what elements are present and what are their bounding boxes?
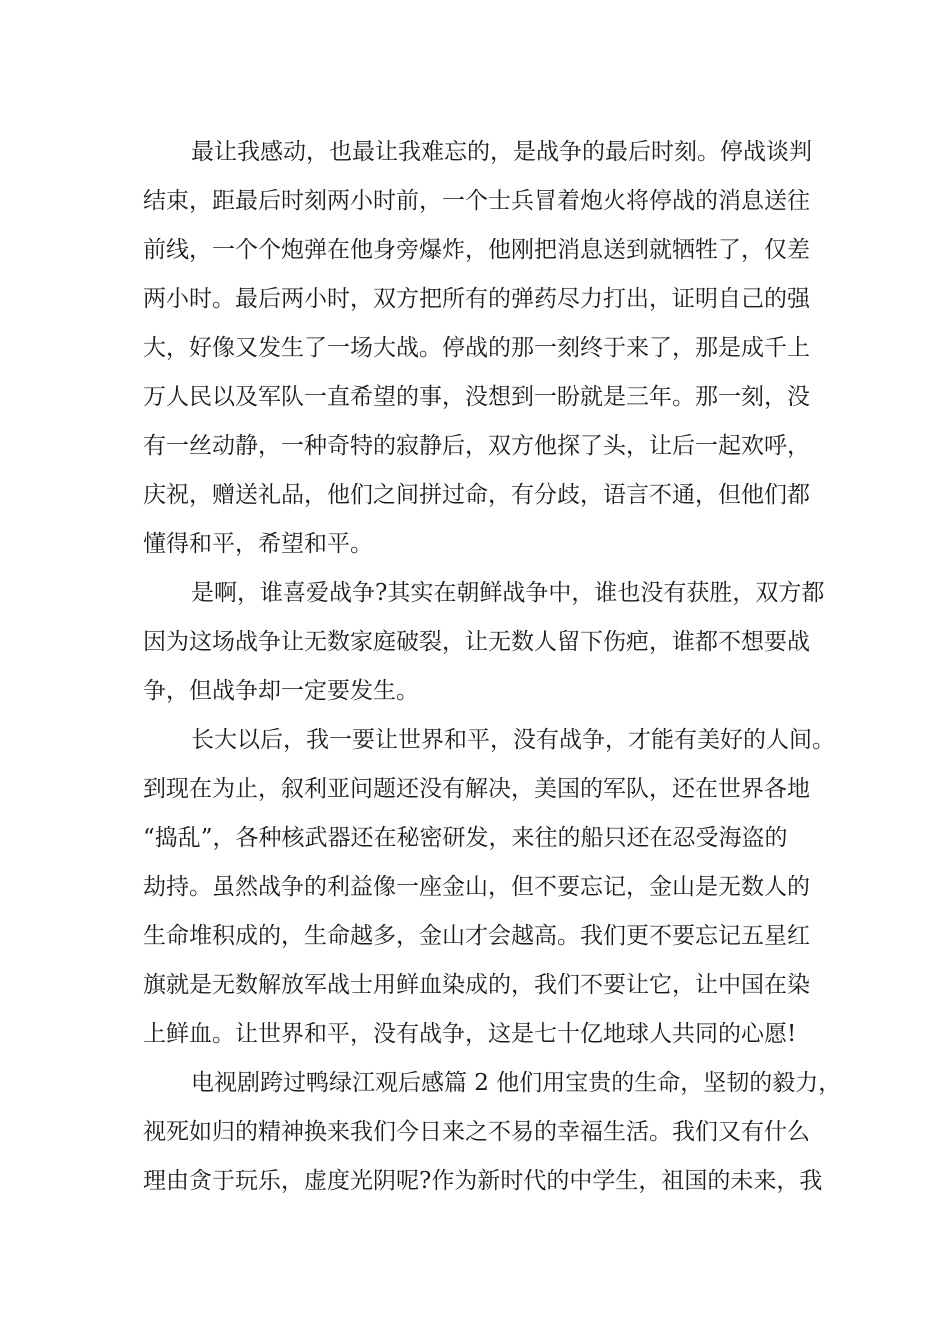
paragraph-4-line-3: 理由贪于玩乐，虚度光阴呢?作为新时代的中学生，祖国的未来，我	[143, 1168, 823, 1194]
paragraph-3-line-3: “捣乱”，各种核武器还在秘密研发，来往的船只还在忍受海盗的	[143, 825, 788, 851]
paragraph-3-line-1: 长大以后，我一要让世界和平，没有战争，才能有美好的人间。	[191, 727, 835, 753]
paragraph-1-line-1: 最让我感动，也最让我难忘的，是战争的最后时刻。停战谈判	[191, 139, 812, 165]
paragraph-1-line-8: 庆祝，赠送礼品，他们之间拼过命，有分歧，语言不通，但他们都	[143, 482, 810, 508]
paragraph-1-line-4: 两小时。最后两小时，双方把所有的弹药尽力打出，证明自己的强	[143, 286, 810, 312]
paragraph-2-line-1: 是啊，谁喜爱战争?其实在朝鲜战争中，谁也没有获胜，双方都	[191, 580, 825, 606]
paragraph-3-line-6: 旗就是无数解放军战士用鲜血染成的，我们不要让它，让中国在染	[143, 972, 810, 998]
paragraph-3-line-2: 到现在为止，叙利亚问题还没有解决，美国的军队，还在世界各地	[143, 776, 810, 802]
paragraph-3-line-4: 劫持。虽然战争的利益像一座金山，但不要忘记，金山是无数人的	[143, 874, 810, 900]
paragraph-1-line-3: 前线，一个个炮弹在他身旁爆炸，他刚把消息送到就牺牲了，仅差	[143, 237, 810, 263]
paragraph-1-line-7: 有一丝动静，一种奇特的寂静后，双方他探了头，让后一起欢呼，	[143, 433, 810, 459]
paragraph-4-line-1: 电视剧跨过鸭绿江观后感篇 2 他们用宝贵的生命，坚韧的毅力，	[191, 1070, 842, 1096]
paragraph-2-line-3: 争，但战争却一定要发生。	[143, 678, 419, 704]
paragraph-2-line-2: 因为这场战争让无数家庭破裂，让无数人留下伤疤，谁都不想要战	[143, 629, 810, 655]
paragraph-1-line-5: 大，好像又发生了一场大战。停战的那一刻终于来了，那是成千上	[143, 335, 810, 361]
paragraph-1-line-9: 懂得和平，希望和平。	[143, 531, 373, 557]
paragraph-4-line-2: 视死如归的精神换来我们今日来之不易的幸福生活。我们又有什么	[143, 1119, 810, 1145]
document-body	[143, 128, 842, 1206]
paragraph-3-line-7: 上鲜血。让世界和平，没有战争，这是七十亿地球人共同的心愿!	[143, 1021, 797, 1047]
paragraph-3-line-5: 生命堆积成的，生命越多，金山才会越高。我们更不要忘记五星红	[143, 923, 810, 949]
paragraph-1-line-6: 万人民以及军队一直希望的事，没想到一盼就是三年。那一刻，没	[143, 384, 810, 410]
paragraph-1-line-2: 结束，距最后时刻两小时前，一个士兵冒着炮火将停战的消息送往	[143, 188, 810, 214]
